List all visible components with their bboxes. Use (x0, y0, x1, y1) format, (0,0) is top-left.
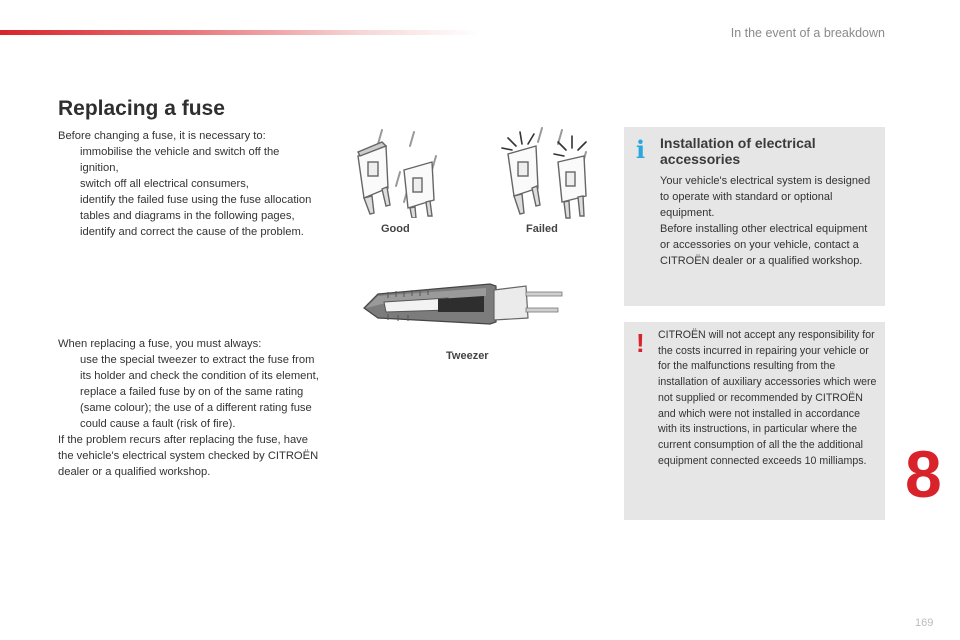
warning-icon: ! (636, 328, 645, 358)
rules-text (58, 336, 320, 480)
intro-item: switch off all electrical consumers, (80, 178, 249, 190)
tweezer-label: Tweezer (446, 350, 489, 362)
chapter-number: 8 (905, 437, 942, 511)
info-box-paragraph: Your vehicle's electrical system is designed to operate with standard or optional equipment. (660, 175, 871, 219)
info-box (624, 127, 885, 306)
rules-closing: If the problem recurs after replacing the fuse, have the vehicle's electrical system checked by CITROËN dealer or a qualified workshop. (58, 434, 319, 478)
intro-item: immobilise the vehicle and switch off the ignition, (80, 146, 280, 174)
rules-lead: When replacing a fuse, you must always: (58, 338, 262, 350)
intro-item: identify and correct the cause of the problem. (80, 226, 304, 238)
intro-lead: Before changing a fuse, it is necessary to: (58, 130, 266, 142)
intro-text (58, 128, 320, 240)
header-accent-bar (0, 30, 480, 35)
tweezer-illustration (358, 272, 564, 334)
good-fuses-illustration (342, 126, 452, 218)
info-icon: i (636, 135, 646, 164)
failed-fuses-illustration (496, 124, 600, 220)
warning-box-text: CITROËN will not accept any responsibility for the costs incurred in repairing your vehicle or for the malfunctions resulting from the installation of auxiliary accessories which were not supplied or recommended by CITROËN and which were not installed in accordance with its instructions, in particular where the current consumption of all the the additional equipment connected exceeds 10 milliamps. (658, 329, 877, 467)
section-title: In the event of a breakdown (730, 26, 885, 40)
info-box-text (660, 173, 875, 269)
info-box-title: Installation of electrical accessories (660, 135, 816, 167)
intro-item: identify the failed fuse using the fuse allocation tables and diagrams in the following pages, (80, 194, 312, 222)
rules-item: replace a failed fuse by on of the same rating (same colour); the use of a different rating fuse could cause a fault (risk of fire). (80, 386, 312, 430)
failed-label: Failed (526, 223, 558, 235)
page-title: Replacing a fuse (58, 97, 225, 120)
good-label: Good (381, 223, 410, 235)
info-box-paragraph: Before installing other electrical equipment or accessories on your vehicle, contact a CITROËN dealer or a qualified workshop. (660, 223, 868, 267)
rules-item: use the special tweezer to extract the fuse from its holder and check the condition of its element, (80, 354, 319, 382)
page-number: 169 (915, 617, 934, 629)
warning-box (624, 322, 885, 520)
